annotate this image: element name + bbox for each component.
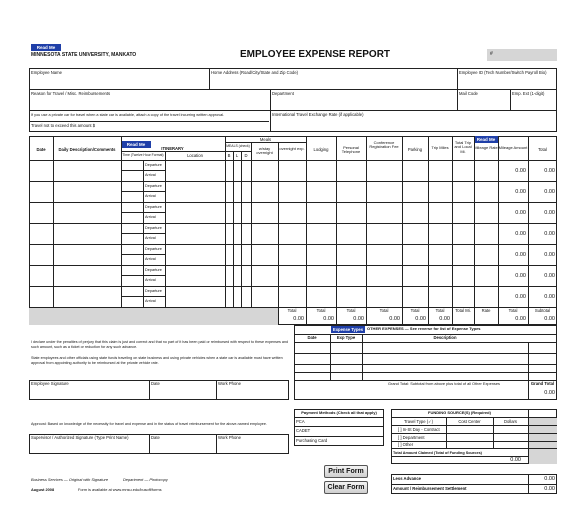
supervisor-sig-date-field[interactable]: Date (151, 435, 160, 440)
totals-value: 0.00 (293, 316, 304, 322)
col-meals-d: D (244, 153, 248, 158)
time-subdivider (121, 233, 165, 234)
totals-value: 0.00 (353, 316, 364, 322)
row-total-cell: 0.00 (544, 189, 555, 195)
arrival-label: Arrival (145, 299, 156, 303)
mileage-amount-cell: 0.00 (515, 168, 526, 174)
supervisor-work-phone-field[interactable]: Work Phone (218, 435, 241, 440)
col-meals-header: Meals (259, 137, 272, 142)
intl-exchange-field[interactable]: International Travel Exchange Rate (if applicable) (272, 112, 364, 117)
travel-not-exceed-field[interactable]: Travel not to exceed this amount $ (31, 123, 96, 128)
totals-label: Total (379, 308, 389, 313)
col-daily-desc: Daily Description/Comments (58, 147, 116, 152)
mail-code-field[interactable]: Mail Code (459, 91, 478, 96)
departure-label: Departure (145, 289, 162, 293)
totals-label: Rate (481, 308, 491, 313)
col-itinerary: ITINERARY (161, 146, 184, 151)
employee-signature-field[interactable]: Employee Signature (31, 381, 69, 386)
supervisor-signature-field[interactable]: Supervisor / Authorized Signature (Type Print Name) (31, 435, 129, 440)
totals-label: Total (410, 308, 420, 313)
mileage-amount-cell: 0.00 (515, 252, 526, 258)
payment-pca[interactable]: PCA (296, 419, 305, 424)
col-mileage-amount: Mileage Amount (498, 145, 528, 150)
emp-ext-field[interactable]: Emp. Ext (1-digit) (512, 91, 545, 96)
less-advance-value[interactable]: 0.00 (544, 476, 555, 482)
arrival-label: Arrival (145, 236, 156, 240)
departure-label: Departure (145, 226, 162, 230)
expense-table (29, 136, 557, 325)
col-mileage-rate: Mileage Rate (474, 145, 498, 150)
col-date: Date (36, 147, 46, 152)
row-total-cell: 0.00 (544, 273, 555, 279)
row-divider (29, 265, 557, 266)
departure-label: Departure (145, 205, 162, 209)
time-subdivider (121, 254, 165, 255)
col-meals-check: MEALS (check) (226, 144, 250, 148)
row-divider (29, 181, 557, 182)
clear-form-button[interactable]: Clear Form (324, 481, 368, 494)
col-time: Time (Twelve Hour Format) (122, 153, 164, 157)
arrival-label: Arrival (145, 215, 156, 219)
col-meals-l: L (235, 153, 239, 158)
home-address-field[interactable]: Home Address (Road/City/State and Zip Code) (211, 70, 299, 75)
funding-total-value: 0.00 (510, 457, 521, 463)
arrival-label: Arrival (145, 173, 156, 177)
funding-title: FUNDING SOURCE(S) (Required) (428, 410, 491, 415)
mileage-amount-cell: 0.00 (515, 273, 526, 279)
time-subdivider (121, 275, 165, 276)
row-total-cell: 0.00 (544, 252, 555, 258)
footer-distribution-2: Department — Photocopy (123, 477, 168, 482)
row-total-cell: 0.00 (544, 294, 555, 300)
col-overnight2: overnight exp. (279, 146, 305, 151)
row-divider (29, 202, 557, 203)
row-total-cell: 0.00 (544, 231, 555, 237)
certification-text-2: State employees and other officials using state funds traveling on state business and using private vehicles when a state car is available must have written approval from appointing authority to be reimbursed at the private vehicle rate. (31, 356, 283, 365)
certification-text-1: I declare under the penalties of perjury that this claim is just and correct and that no part of it has been paid or reimbursed with respect to these expenses and such amount, such as a ticket or reduction for any such advance. (31, 340, 289, 349)
col-overnight1: w/stay overnight (256, 146, 273, 156)
time-subdivider (121, 296, 165, 297)
university-name: MINNESOTA STATE UNIVERSITY, MANKATO (31, 52, 137, 58)
footer-url: Form is available at www.mnsu.edu/busoff/forms (78, 487, 162, 492)
funding-col-cost-center: Cost Center (458, 419, 481, 424)
col-parking: Parking (407, 147, 423, 152)
totals-value: 0.00 (515, 316, 526, 322)
totals-label: Total (508, 308, 518, 313)
time-subdivider (121, 191, 165, 192)
col-conference: Conference Registration Fee (369, 140, 399, 150)
departure-label: Departure (145, 247, 162, 251)
row-total-cell: 0.00 (544, 168, 555, 174)
totals-label: Total Mi. (455, 308, 471, 313)
col-total: Total (538, 147, 547, 152)
funding-col-travel-type: Travel Type (✓) (403, 419, 434, 424)
col-total-trip-miles: Total Trip and Local Mi. (454, 140, 472, 154)
other-col-description: Description (433, 335, 457, 340)
arrival-label: Arrival (145, 194, 156, 198)
funding-row-department[interactable]: [ ] Department (398, 435, 425, 440)
totals-value: 0.00 (439, 316, 450, 322)
col-meals-b: B (227, 153, 231, 158)
read-me-badge-header[interactable]: Read Me (31, 44, 61, 51)
time-subdivider (121, 170, 165, 171)
payment-cadet[interactable]: CADET (296, 428, 311, 433)
arrival-label: Arrival (145, 257, 156, 261)
footer-date: August 2008 (31, 487, 55, 492)
other-expenses-title: OTHER EXPENSES — See reverse for list of Expense Types (367, 326, 481, 331)
reimbursement-value: 0.00 (544, 486, 555, 492)
employee-work-phone-field[interactable]: Work Phone (218, 381, 241, 386)
funding-total-label: Total Amount Claimed (Total of Funding Sources) (393, 451, 482, 455)
footer-distribution-1: Business Services — Original with Signature (31, 477, 108, 482)
other-col-exp-type: Exp Type (336, 335, 356, 340)
row-divider (29, 286, 557, 287)
payment-purchasing-card[interactable]: Purchasing Card (296, 438, 328, 443)
mileage-amount-cell: 0.00 (515, 294, 526, 300)
funding-col-dollars: Dollars (503, 419, 518, 424)
grand-total-value: 0.00 (544, 390, 555, 396)
totals-label: Total (435, 308, 445, 313)
totals-value: 0.00 (544, 316, 555, 322)
grand-total-title: Grand Total (530, 381, 555, 386)
department-field[interactable]: Department (272, 91, 294, 96)
mileage-amount-cell: 0.00 (515, 210, 526, 216)
reimbursement-label: Amount / Reimbursement Settlement (393, 486, 467, 491)
number-symbol: # (490, 51, 493, 57)
payment-methods-title: Payment Methods (Check all that apply) (301, 410, 377, 415)
totals-value: 0.00 (415, 316, 426, 322)
col-personal-phone: Personal Telephone (341, 145, 361, 155)
page-title: EMPLOYEE EXPENSE REPORT (240, 49, 391, 60)
funding-row-instate[interactable]: [ ] In-St Day - Contract (398, 427, 440, 432)
state-car-note: If you use a private car for travel when a state car is available, attach a copy of the travel incurring written approval. (31, 113, 225, 117)
col-location: Location (187, 153, 203, 158)
reason-travel-field[interactable]: Reason for Travel / Misc. Reimbursements (31, 91, 111, 96)
totals-label: Subtotal (534, 308, 551, 313)
grand-total-label: Grand Total: Subtotal from above plus total of all Other Expenses (388, 381, 500, 386)
mileage-amount-cell: 0.00 (515, 231, 526, 237)
read-me-badge-mileage[interactable]: Read Me (474, 136, 498, 143)
departure-label: Departure (145, 184, 162, 188)
mileage-amount-cell: 0.00 (515, 189, 526, 195)
row-total-cell: 0.00 (544, 210, 555, 216)
departure-label: Departure (145, 268, 162, 272)
totals-label: Total (316, 308, 326, 313)
employee-name-field[interactable]: Employee Name (31, 70, 62, 75)
totals-label: Total (346, 308, 356, 313)
row-divider (29, 223, 557, 224)
employee-sig-date-field[interactable]: Date (151, 381, 160, 386)
departure-label: Departure (145, 163, 162, 167)
totals-gray-band (29, 307, 278, 325)
info-block (29, 68, 557, 132)
report-number-field[interactable] (487, 49, 557, 61)
totals-value: 0.00 (323, 316, 334, 322)
less-advance-label: Less Advance (393, 476, 422, 481)
col-trip-miles: Trip Miles (431, 145, 449, 150)
read-me-badge-itinerary[interactable]: Read Me (121, 141, 151, 148)
print-form-button[interactable]: Print Form (324, 465, 368, 478)
funding-row-other[interactable]: [ ] Other (398, 442, 414, 447)
approval-text: Approval: Based on knowledge of the necessity for travel and expense and in the status of travel reimbursement for the above-named employee. (31, 422, 267, 426)
totals-value: 0.00 (389, 316, 400, 322)
totals-label: Total (287, 308, 297, 313)
arrival-label: Arrival (145, 278, 156, 282)
expense-types-badge[interactable]: Expense Types (332, 327, 364, 332)
col-lodging: Lodging (313, 147, 329, 152)
time-subdivider (121, 212, 165, 213)
row-divider (29, 244, 557, 245)
other-col-date: Date (307, 335, 317, 340)
employee-id-field[interactable]: Employee ID (Tech Number/Switch Payroll Bio) (459, 70, 547, 75)
